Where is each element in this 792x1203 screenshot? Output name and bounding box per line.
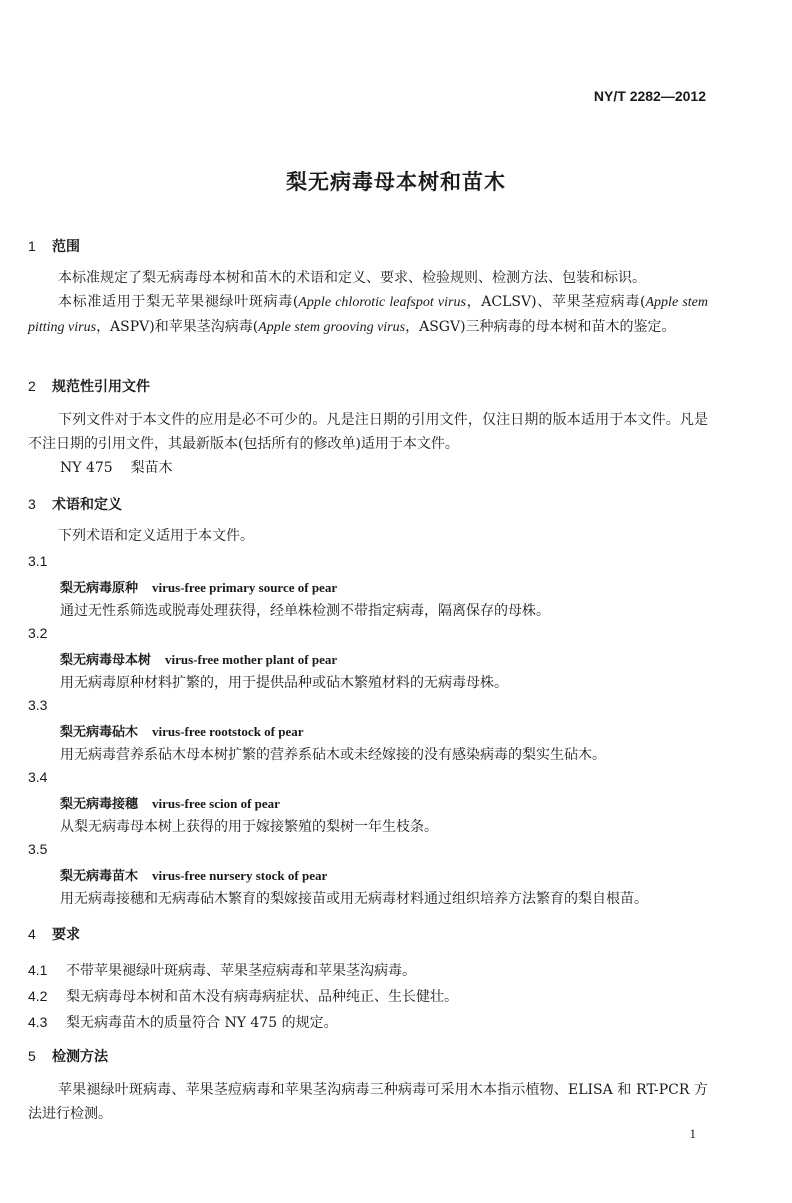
section-number: 1 — [28, 238, 36, 254]
term-definition: 用无病毒接穗和无病毒砧木繁育的梨嫁接苗或用无病毒材料通过组织培养方法繁育的梨自根苗。 — [60, 891, 648, 907]
term-zh: 梨无病毒接穗 — [60, 796, 139, 811]
requirement-number: 4.1 — [28, 962, 48, 978]
term-en: virus-free primary source of pear — [152, 580, 338, 595]
section-number: 3 — [28, 496, 36, 512]
term-definition: 通过无性系筛选或脱毒处理获得，经单株检测不带指定病毒，隔离保存的母株。 — [60, 603, 550, 619]
term-entry — [60, 793, 280, 812]
term-zh: 梨无病毒苗木 — [60, 868, 139, 883]
requirement-item — [28, 986, 458, 1006]
requirement-text: 不带苹果褪绿叶斑病毒、苹果茎痘病毒和苹果茎沟病毒。 — [66, 963, 416, 979]
requirement-number: 4.3 — [28, 1014, 48, 1030]
section-3-heading — [28, 494, 708, 514]
term-entry — [60, 649, 337, 668]
term-en: virus-free scion of pear — [152, 796, 280, 811]
reference-title: 梨苗木 — [130, 460, 173, 476]
section-5-para-1: 苹果褪绿叶斑病毒、苹果茎痘病毒和苹果茎沟病毒三种病毒可采用木本指示植物、ELISA 和 RT-PCR 方法进行检测。 — [28, 1082, 708, 1122]
section-5-heading — [28, 1046, 708, 1066]
section-2-heading — [28, 376, 708, 396]
section-number: 5 — [28, 1048, 36, 1064]
term-zh: 梨无病毒母本树 — [60, 652, 152, 667]
page-number: 1 — [689, 1126, 696, 1141]
section-title: 检测方法 — [52, 1048, 108, 1064]
virus-name-aspv: Apple stem pitting virus — [28, 295, 708, 335]
term-entry — [60, 577, 337, 596]
requirement-text: 梨无病毒苗木的质量符合 NY 475 的规定。 — [66, 1015, 338, 1031]
virus-name-asgv: Apple stem grooving virus — [258, 320, 406, 335]
text-fragment: ，ASPV)和苹果茎沟病毒( — [96, 319, 259, 335]
term-number: 3.2 — [28, 625, 48, 641]
virus-name-aclsv: Apple chlorotic leafspot virus — [298, 295, 466, 310]
term-definition: 从梨无病毒母本树上获得的用于嫁接繁殖的梨树一年生枝条。 — [60, 819, 438, 835]
section-1-heading — [28, 236, 708, 256]
term-entry — [60, 865, 327, 884]
text-fragment: ，ASGV)三种病毒的母本树和苗木的鉴定。 — [405, 319, 676, 335]
term-number: 3.5 — [28, 841, 48, 857]
requirement-text: 梨无病毒母本树和苗木没有病毒病症状、品种纯正、生长健壮。 — [66, 989, 458, 1005]
term-zh: 梨无病毒砧木 — [60, 724, 139, 739]
term-en: virus-free nursery stock of pear — [152, 868, 328, 883]
section-1-para-1: 本标准规定了梨无病毒母本树和苗木的术语和定义、要求、检验规则、检测方法、包装和标识。 — [58, 270, 646, 286]
term-definition: 用无病毒原种材料扩繁的，用于提供品种或砧木繁殖材料的无病毒母株。 — [60, 675, 508, 691]
section-title: 规范性引用文件 — [52, 378, 150, 394]
section-title: 范围 — [52, 238, 80, 254]
standard-code: NY/T 2282—2012 — [593, 88, 706, 104]
section-title: 术语和定义 — [52, 496, 122, 512]
normative-reference — [60, 456, 660, 480]
document-title: 梨无病毒母本树和苗木 — [286, 171, 506, 194]
term-number: 3.1 — [28, 553, 48, 569]
requirement-number: 4.2 — [28, 988, 48, 1004]
section-number: 2 — [28, 378, 36, 394]
requirement-item — [28, 960, 416, 980]
text-fragment: 本标准适用于梨无苹果褪绿叶斑病毒( — [58, 294, 299, 310]
term-entry — [60, 721, 304, 740]
section-title: 要求 — [52, 926, 80, 942]
term-en: virus-free mother plant of pear — [165, 652, 338, 667]
requirement-item — [28, 1012, 338, 1032]
term-number: 3.4 — [28, 769, 48, 785]
section-3-intro: 下列术语和定义适用于本文件。 — [58, 528, 254, 544]
text-fragment: ，ACLSV)、苹果茎痘病毒( — [465, 294, 646, 310]
term-number: 3.3 — [28, 697, 48, 713]
section-2-para-1: 下列文件对于本文件的应用是必不可少的。凡是注日期的引用文件，仅注日期的版本适用于本文件。凡是不注日期的引用文件，其最新版本(包括所有的修改单)适用于本文件。 — [28, 412, 708, 452]
term-en: virus-free rootstock of pear — [152, 724, 304, 739]
section-1-para-2 — [28, 290, 708, 340]
term-zh: 梨无病毒原种 — [60, 580, 139, 595]
reference-code: NY 475 — [60, 460, 113, 476]
section-4-heading — [28, 924, 708, 944]
term-definition: 用无病毒营养系砧木母本树扩繁的营养系砧木或未经嫁接的没有感染病毒的梨实生砧木。 — [60, 747, 606, 763]
section-number: 4 — [28, 926, 36, 942]
